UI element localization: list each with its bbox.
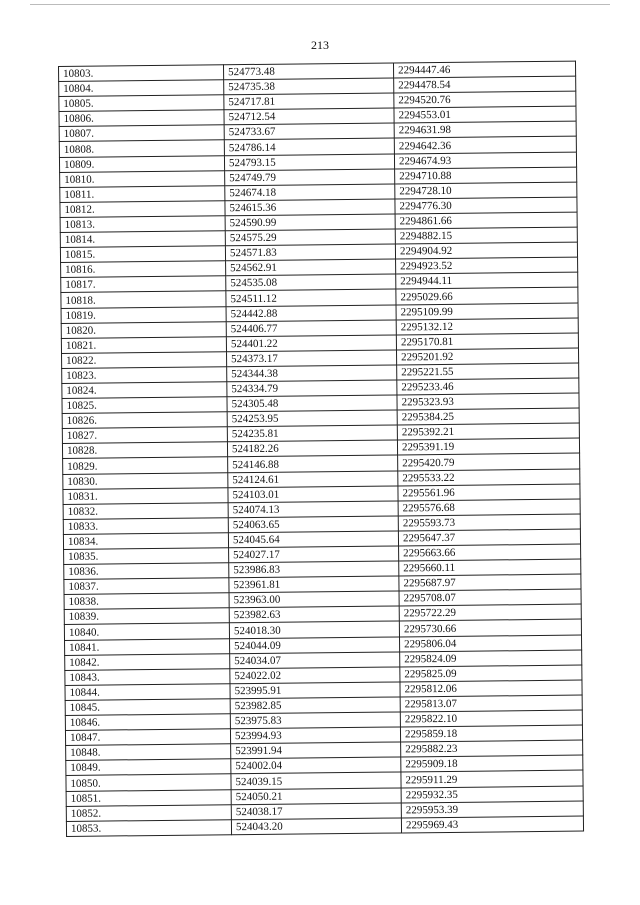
- point-number-cell: 10811.: [60, 186, 225, 203]
- x-coordinate-cell: 524535.08: [226, 274, 396, 291]
- x-coordinate-cell: 524050.21: [231, 787, 401, 804]
- x-coordinate-cell: 524039.15: [231, 772, 401, 789]
- point-number-cell: 10815.: [60, 246, 225, 263]
- point-number-cell: 10836.: [64, 563, 229, 580]
- x-coordinate-cell: 524735.38: [224, 78, 394, 95]
- coordinates-table-body: [59, 61, 584, 836]
- point-number-cell: 10813.: [60, 216, 225, 233]
- point-number-cell: 10837.: [64, 578, 229, 595]
- point-number-cell: 10848.: [66, 744, 231, 761]
- y-coordinate-cell: 2295420.79: [398, 453, 580, 470]
- y-coordinate-cell: 2295825.09: [400, 665, 582, 682]
- y-coordinate-cell: 2294674.93: [394, 152, 576, 169]
- y-coordinate-cell: 2294882.15: [395, 227, 577, 244]
- point-number-cell: 10824.: [62, 382, 227, 399]
- y-coordinate-cell: 2295593.73: [398, 514, 580, 531]
- y-coordinate-cell: 2294642.36: [394, 137, 576, 154]
- x-coordinate-cell: 524590.99: [225, 214, 395, 231]
- x-coordinate-cell: 524401.22: [226, 335, 396, 352]
- point-number-cell: 10817.: [61, 276, 226, 293]
- y-coordinate-cell: 2295824.09: [400, 650, 582, 667]
- point-number-cell: 10834.: [63, 533, 228, 550]
- y-coordinate-cell: 2294861.66: [395, 212, 577, 229]
- point-number-cell: 10849.: [66, 759, 231, 776]
- x-coordinate-cell: 524674.18: [225, 184, 395, 201]
- y-coordinate-cell: 2294944.11: [396, 272, 578, 289]
- point-number-cell: 10812.: [60, 201, 225, 218]
- x-coordinate-cell: 524793.15: [224, 154, 394, 171]
- x-coordinate-cell: 524018.30: [229, 621, 399, 638]
- y-coordinate-cell: 2295663.66: [399, 544, 581, 561]
- point-number-cell: 10826.: [62, 412, 227, 429]
- point-number-cell: 10853.: [66, 819, 231, 836]
- y-coordinate-cell: 2294710.88: [395, 167, 577, 184]
- x-coordinate-cell: 523986.83: [229, 561, 399, 578]
- point-number-cell: 10814.: [60, 231, 225, 248]
- y-coordinate-cell: 2295384.25: [397, 408, 579, 425]
- y-coordinate-cell: 2295392.21: [397, 423, 579, 440]
- y-coordinate-cell: 2295708.07: [399, 589, 581, 606]
- y-coordinate-cell: 2295201.92: [396, 348, 578, 365]
- coordinates-table: [58, 61, 584, 837]
- point-number-cell: 10838.: [64, 593, 229, 610]
- y-coordinate-cell: 2295109.99: [396, 303, 578, 320]
- point-number-cell: 10829.: [63, 457, 228, 474]
- x-coordinate-cell: 524235.81: [227, 425, 397, 442]
- y-coordinate-cell: 2295911.29: [401, 770, 583, 787]
- y-coordinate-cell: 2295561.96: [398, 484, 580, 501]
- x-coordinate-cell: 524027.17: [229, 546, 399, 563]
- y-coordinate-cell: 2295730.66: [399, 620, 581, 637]
- x-coordinate-cell: 523995.91: [230, 682, 400, 699]
- x-coordinate-cell: 524034.07: [230, 652, 400, 669]
- point-number-cell: 10840.: [64, 623, 229, 640]
- x-coordinate-cell: 524044.09: [230, 637, 400, 654]
- x-coordinate-cell: 523961.81: [229, 576, 399, 593]
- point-number-cell: 10825.: [62, 397, 227, 414]
- x-coordinate-cell: 524182.26: [227, 440, 397, 457]
- point-number-cell: 10847.: [65, 729, 230, 746]
- y-coordinate-cell: 2295660.11: [399, 559, 581, 576]
- x-coordinate-cell: 524773.48: [223, 63, 393, 80]
- point-number-cell: 10828.: [62, 442, 227, 459]
- x-coordinate-cell: 524442.88: [226, 304, 396, 321]
- x-coordinate-cell: 524063.65: [228, 516, 398, 533]
- point-number-cell: 10818.: [61, 291, 226, 308]
- y-coordinate-cell: 2295029.66: [396, 287, 578, 304]
- y-coordinate-cell: 2295813.07: [400, 695, 582, 712]
- point-number-cell: 10841.: [65, 638, 230, 655]
- y-coordinate-cell: 2294553.01: [394, 106, 576, 123]
- point-number-cell: 10831.: [63, 487, 228, 504]
- x-coordinate-cell: 524733.67: [224, 123, 394, 140]
- point-number-cell: 10832.: [63, 502, 228, 519]
- x-coordinate-cell: 524406.77: [226, 320, 396, 337]
- y-coordinate-cell: 2294923.52: [396, 257, 578, 274]
- x-coordinate-cell: 523982.85: [230, 697, 400, 714]
- point-number-cell: 10844.: [65, 684, 230, 701]
- x-coordinate-cell: 524749.79: [225, 169, 395, 186]
- point-number-cell: 10803.: [59, 65, 224, 82]
- point-number-cell: 10804.: [59, 80, 224, 97]
- y-coordinate-cell: 2295909.18: [401, 755, 583, 772]
- y-coordinate-cell: 2295859.18: [400, 725, 582, 742]
- x-coordinate-cell: 524575.29: [225, 229, 395, 246]
- x-coordinate-cell: 524022.02: [230, 667, 400, 684]
- point-number-cell: 10820.: [61, 321, 226, 338]
- y-coordinate-cell: 2294728.10: [395, 182, 577, 199]
- x-coordinate-cell: 524511.12: [226, 289, 396, 306]
- point-number-cell: 10810.: [60, 170, 225, 187]
- y-coordinate-cell: 2295932.35: [401, 786, 583, 803]
- x-coordinate-cell: 523982.63: [229, 606, 399, 623]
- page-number: 213: [311, 38, 329, 52]
- y-coordinate-cell: 2295221.55: [397, 363, 579, 380]
- y-coordinate-cell: 2295233.46: [397, 378, 579, 395]
- point-number-cell: 10835.: [64, 548, 229, 565]
- point-number-cell: 10842.: [65, 653, 230, 670]
- x-coordinate-cell: 524712.54: [224, 108, 394, 125]
- point-number-cell: 10830.: [63, 472, 228, 489]
- point-number-cell: 10843.: [65, 668, 230, 685]
- point-number-cell: 10846.: [65, 714, 230, 731]
- x-coordinate-cell: 524038.17: [231, 803, 401, 820]
- x-coordinate-cell: 524002.04: [231, 757, 401, 774]
- x-coordinate-cell: 524571.83: [225, 244, 395, 261]
- y-coordinate-cell: 2295323.93: [397, 393, 579, 410]
- y-coordinate-cell: 2295391.19: [397, 438, 579, 455]
- point-number-cell: 10808.: [59, 140, 224, 157]
- x-coordinate-cell: 524786.14: [224, 138, 394, 155]
- point-number-cell: 10821.: [61, 336, 226, 353]
- point-number-cell: 10805.: [59, 95, 224, 112]
- point-number-cell: 10819.: [61, 306, 226, 323]
- y-coordinate-cell: 2294520.76: [394, 91, 576, 108]
- point-number-cell: 10809.: [59, 155, 224, 172]
- x-coordinate-cell: 523963.00: [229, 591, 399, 608]
- x-coordinate-cell: 524146.88: [228, 455, 398, 472]
- x-coordinate-cell: 524717.81: [224, 93, 394, 110]
- y-coordinate-cell: 2295647.37: [398, 529, 580, 546]
- x-coordinate-cell: 524373.17: [226, 350, 396, 367]
- y-coordinate-cell: 2294447.46: [393, 61, 575, 78]
- y-coordinate-cell: 2295822.10: [400, 710, 582, 727]
- y-coordinate-cell: 2294631.98: [394, 121, 576, 138]
- x-coordinate-cell: 524043.20: [231, 818, 401, 835]
- y-coordinate-cell: 2295533.22: [398, 469, 580, 486]
- point-number-cell: 10807.: [59, 125, 224, 142]
- point-number-cell: 10839.: [64, 608, 229, 625]
- x-coordinate-cell: 524615.36: [225, 199, 395, 216]
- y-coordinate-cell: 2295170.81: [396, 333, 578, 350]
- y-coordinate-cell: 2294776.30: [395, 197, 577, 214]
- x-coordinate-cell: 524253.95: [227, 410, 397, 427]
- x-coordinate-cell: 524562.91: [226, 259, 396, 276]
- point-number-cell: 10845.: [65, 699, 230, 716]
- x-coordinate-cell: 524305.48: [227, 395, 397, 412]
- x-coordinate-cell: 524045.64: [228, 531, 398, 548]
- x-coordinate-cell: 524103.01: [228, 486, 398, 503]
- point-number-cell: 10833.: [63, 518, 228, 535]
- y-coordinate-cell: 2295969.43: [401, 816, 583, 833]
- y-coordinate-cell: 2294478.54: [394, 76, 576, 93]
- y-coordinate-cell: 2295687.97: [399, 574, 581, 591]
- y-coordinate-cell: 2295812.06: [400, 680, 582, 697]
- point-number-cell: 10816.: [61, 261, 226, 278]
- x-coordinate-cell: 523975.83: [230, 712, 400, 729]
- y-coordinate-cell: 2295806.04: [399, 635, 581, 652]
- x-coordinate-cell: 524124.61: [228, 470, 398, 487]
- point-number-cell: 10823.: [62, 367, 227, 384]
- point-number-cell: 10852.: [66, 804, 231, 821]
- y-coordinate-cell: 2295576.68: [398, 499, 580, 516]
- y-coordinate-cell: 2294904.92: [395, 242, 577, 259]
- x-coordinate-cell: 523994.93: [230, 727, 400, 744]
- y-coordinate-cell: 2295722.29: [399, 604, 581, 621]
- x-coordinate-cell: 523991.94: [231, 742, 401, 759]
- point-number-cell: 10822.: [62, 352, 227, 369]
- y-coordinate-cell: 2295882.23: [401, 740, 583, 757]
- point-number-cell: 10827.: [62, 427, 227, 444]
- point-number-cell: 10806.: [59, 110, 224, 127]
- y-coordinate-cell: 2295132.12: [396, 318, 578, 335]
- y-coordinate-cell: 2295953.39: [401, 801, 583, 818]
- x-coordinate-cell: 524334.79: [227, 380, 397, 397]
- x-coordinate-cell: 524074.13: [228, 501, 398, 518]
- top-rule: [30, 4, 610, 5]
- x-coordinate-cell: 524344.38: [227, 365, 397, 382]
- point-number-cell: 10851.: [66, 789, 231, 806]
- point-number-cell: 10850.: [66, 774, 231, 791]
